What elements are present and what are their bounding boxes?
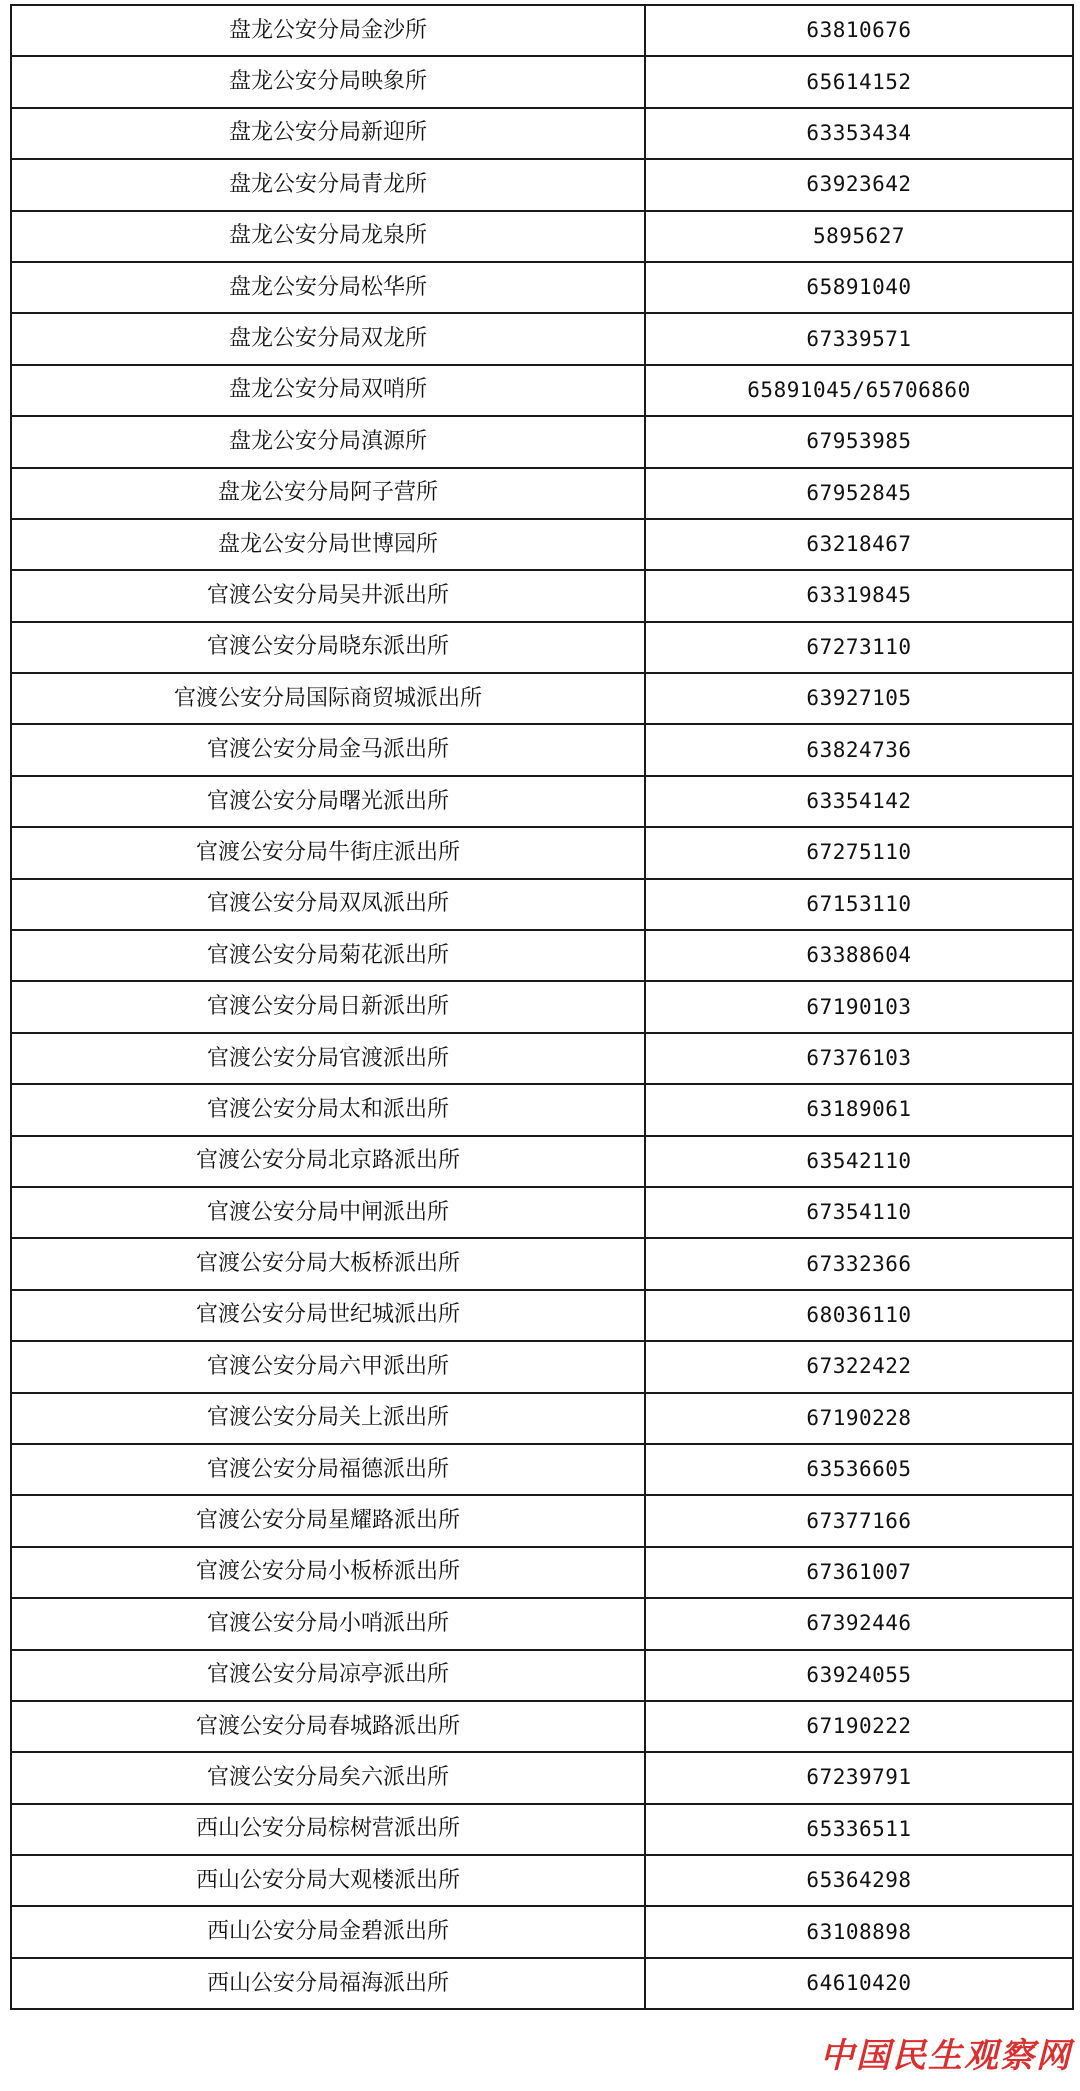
police-station-directory [10,4,1072,2010]
table-row [11,981,1073,1032]
phone-number-cell: 67153110 [645,879,1073,930]
station-name-cell: 盘龙公安分局松华所 [11,262,645,313]
station-phone-table [10,4,1074,2010]
table-row [11,1187,1073,1238]
phone-number-cell: 68036110 [645,1290,1073,1341]
phone-number-cell: 63354142 [645,776,1073,827]
table-row [11,776,1073,827]
phone-number-cell: 65336511 [645,1804,1073,1855]
station-name-cell: 官渡公安分局中闸派出所 [11,1187,645,1238]
table-row [11,1290,1073,1341]
station-name-cell: 盘龙公安分局世博园所 [11,519,645,570]
phone-number-cell: 63824736 [645,724,1073,775]
station-name-cell: 西山公安分局棕树营派出所 [11,1804,645,1855]
table-row [11,1855,1073,1906]
station-name-cell: 盘龙公安分局阿子营所 [11,468,645,519]
station-name-cell: 盘龙公安分局青龙所 [11,159,645,210]
phone-number-cell: 63218467 [645,519,1073,570]
table-row [11,827,1073,878]
table-row [11,159,1073,210]
station-name-cell: 官渡公安分局双凤派出所 [11,879,645,930]
phone-number-cell: 65891040 [645,262,1073,313]
phone-number-cell: 67377166 [645,1495,1073,1546]
table-row [11,1701,1073,1752]
table-row [11,1033,1073,1084]
table-row [11,5,1073,56]
station-name-cell: 官渡公安分局晓东派出所 [11,622,645,673]
table-row [11,1444,1073,1495]
station-name-cell: 官渡公安分局牛街庄派出所 [11,827,645,878]
station-name-cell: 盘龙公安分局滇源所 [11,416,645,467]
station-name-cell: 官渡公安分局关上派出所 [11,1393,645,1444]
table-row [11,1495,1073,1546]
table-row [11,1752,1073,1803]
station-name-cell: 官渡公安分局六甲派出所 [11,1341,645,1392]
site-watermark: 中国民生观察网 [820,2036,1072,2076]
table-row [11,1341,1073,1392]
station-name-cell: 官渡公安分局小哨派出所 [11,1598,645,1649]
station-name-cell: 西山公安分局大观楼派出所 [11,1855,645,1906]
phone-number-cell: 67190103 [645,981,1073,1032]
table-row [11,1906,1073,1957]
station-name-cell: 官渡公安分局日新派出所 [11,981,645,1032]
phone-number-cell: 67239791 [645,1752,1073,1803]
phone-number-cell: 63923642 [645,159,1073,210]
table-row [11,313,1073,364]
phone-number-cell: 65891045/65706860 [645,365,1073,416]
phone-number-cell: 67392446 [645,1598,1073,1649]
table-row [11,262,1073,313]
phone-number-cell: 63542110 [645,1136,1073,1187]
phone-number-cell: 67376103 [645,1033,1073,1084]
table-row [11,56,1073,107]
phone-number-cell: 63319845 [645,570,1073,621]
table-row [11,1958,1073,2009]
station-name-cell: 官渡公安分局大板桥派出所 [11,1238,645,1289]
table-row [11,724,1073,775]
table-row [11,108,1073,159]
phone-number-cell: 63810676 [645,5,1073,56]
phone-number-cell: 63388604 [645,930,1073,981]
phone-number-cell: 63353434 [645,108,1073,159]
table-row [11,468,1073,519]
station-name-cell: 官渡公安分局春城路派出所 [11,1701,645,1752]
table-row [11,879,1073,930]
station-name-cell: 官渡公安分局世纪城派出所 [11,1290,645,1341]
station-name-cell: 官渡公安分局官渡派出所 [11,1033,645,1084]
table-row [11,1136,1073,1187]
station-name-cell: 官渡公安分局矣六派出所 [11,1752,645,1803]
phone-number-cell: 65364298 [645,1855,1073,1906]
table-row [11,211,1073,262]
phone-number-cell: 63189061 [645,1084,1073,1135]
phone-number-cell: 67953985 [645,416,1073,467]
phone-number-cell: 67275110 [645,827,1073,878]
station-name-cell: 官渡公安分局福德派出所 [11,1444,645,1495]
phone-number-cell: 67273110 [645,622,1073,673]
table-row [11,1547,1073,1598]
table-row [11,1084,1073,1135]
station-name-cell: 盘龙公安分局双龙所 [11,313,645,364]
station-name-cell: 官渡公安分局吴井派出所 [11,570,645,621]
table-row [11,930,1073,981]
phone-number-cell: 63536605 [645,1444,1073,1495]
station-name-cell: 官渡公安分局星耀路派出所 [11,1495,645,1546]
station-name-cell: 官渡公安分局金马派出所 [11,724,645,775]
phone-number-cell: 63924055 [645,1650,1073,1701]
phone-number-cell: 67190222 [645,1701,1073,1752]
station-name-cell: 官渡公安分局凉亭派出所 [11,1650,645,1701]
table-row [11,365,1073,416]
table-row [11,1804,1073,1855]
station-name-cell: 盘龙公安分局映象所 [11,56,645,107]
phone-number-cell: 67339571 [645,313,1073,364]
table-row [11,1238,1073,1289]
phone-number-cell: 5895627 [645,211,1073,262]
phone-number-cell: 67322422 [645,1341,1073,1392]
station-name-cell: 盘龙公安分局龙泉所 [11,211,645,262]
phone-number-cell: 67361007 [645,1547,1073,1598]
station-name-cell: 官渡公安分局菊花派出所 [11,930,645,981]
table-row [11,622,1073,673]
station-name-cell: 官渡公安分局曙光派出所 [11,776,645,827]
table-row [11,519,1073,570]
table-row [11,416,1073,467]
station-name-cell: 官渡公安分局北京路派出所 [11,1136,645,1187]
station-name-cell: 盘龙公安分局金沙所 [11,5,645,56]
phone-number-cell: 67332366 [645,1238,1073,1289]
table-row [11,1598,1073,1649]
table-body [11,5,1073,2009]
station-name-cell: 官渡公安分局国际商贸城派出所 [11,673,645,724]
station-name-cell: 官渡公安分局小板桥派出所 [11,1547,645,1598]
phone-number-cell: 64610420 [645,1958,1073,2009]
table-row [11,1650,1073,1701]
station-name-cell: 西山公安分局福海派出所 [11,1958,645,2009]
phone-number-cell: 63108898 [645,1906,1073,1957]
phone-number-cell: 63927105 [645,673,1073,724]
phone-number-cell: 65614152 [645,56,1073,107]
station-name-cell: 盘龙公安分局新迎所 [11,108,645,159]
phone-number-cell: 67190228 [645,1393,1073,1444]
phone-number-cell: 67354110 [645,1187,1073,1238]
station-name-cell: 西山公安分局金碧派出所 [11,1906,645,1957]
station-name-cell: 盘龙公安分局双哨所 [11,365,645,416]
table-row [11,1393,1073,1444]
phone-number-cell: 67952845 [645,468,1073,519]
station-name-cell: 官渡公安分局太和派出所 [11,1084,645,1135]
table-row [11,570,1073,621]
table-row [11,673,1073,724]
